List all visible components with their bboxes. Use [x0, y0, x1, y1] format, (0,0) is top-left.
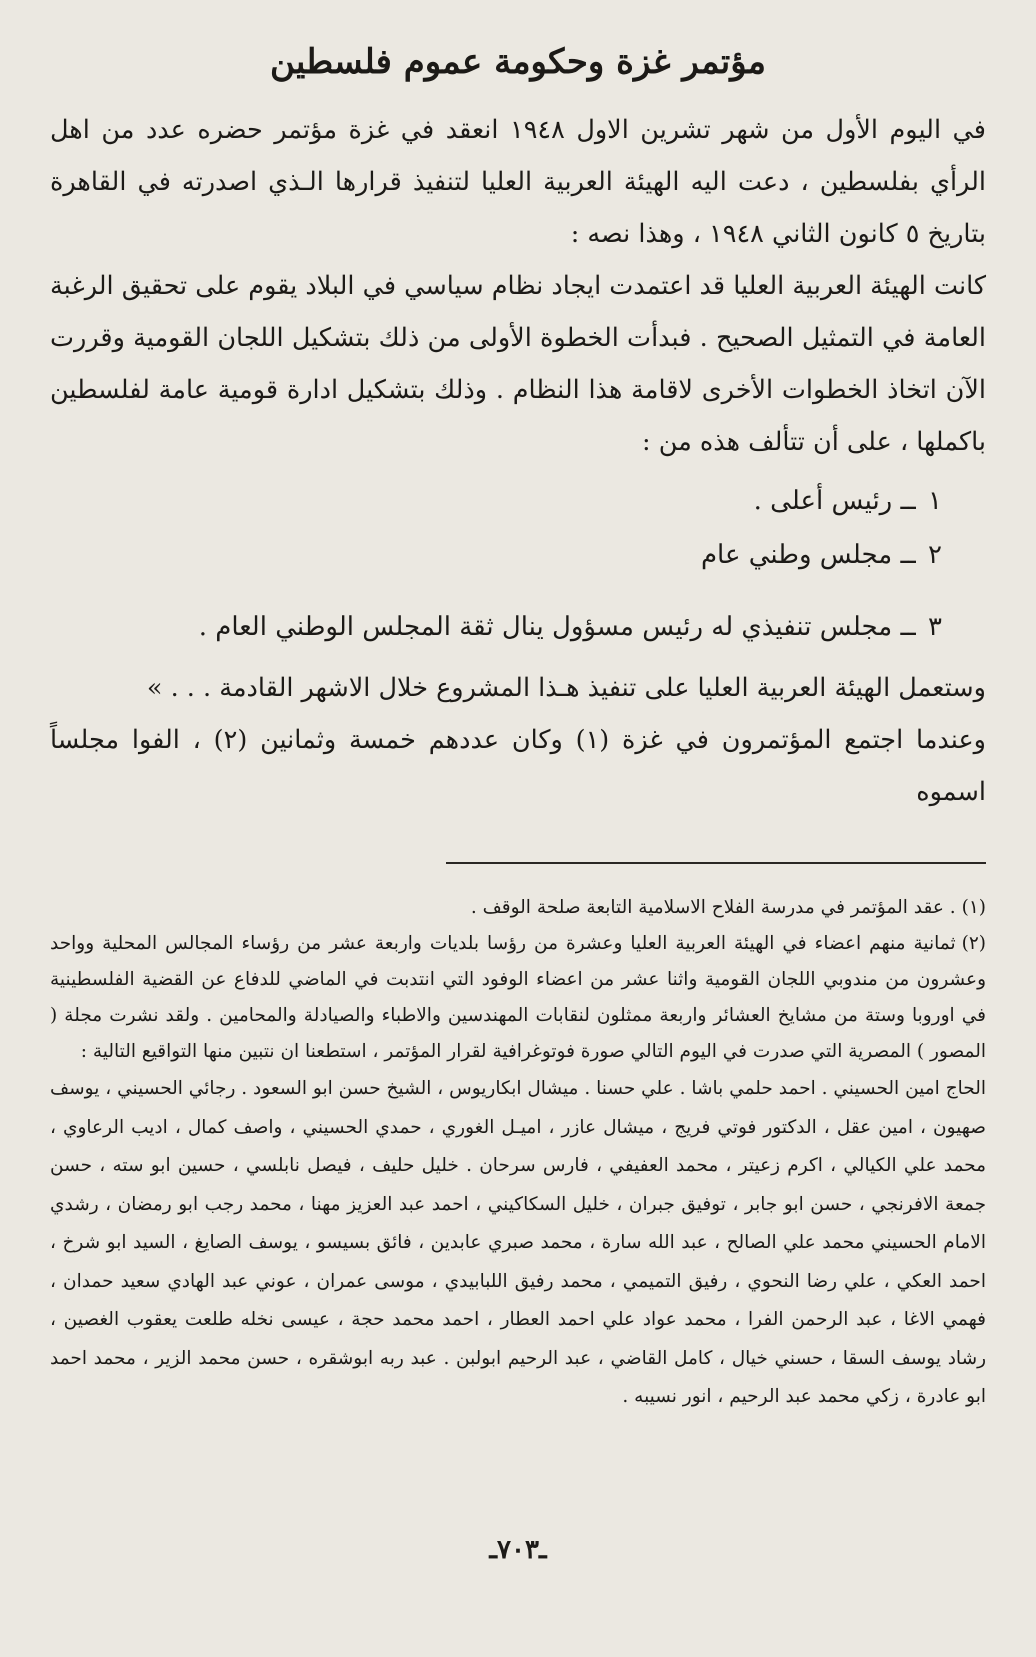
footnotes	[50, 890, 986, 1070]
list-item	[50, 600, 942, 654]
list-item-text: ــ رئيس أعلى .	[753, 486, 916, 516]
list-item	[50, 474, 942, 528]
footnote-1	[50, 890, 986, 926]
footnote-2-text: ثمانية منهم اعضاء في الهيئة العربية العليا وعشرة من رؤسا بلديات واربعة عشر من رؤساء المجالس المحلية وواحد وعشرون من مندوبي اللجان القومية واثنا عشر من اعضاء الوفود التي انتدبت في الماضي للدفاع عن القضية الفلسطينية في اوروبا وستة من مشايخ العشائر واربعة ممثلون لنقابات المهندسين والاطباء والصيادلة والمحامين . ولقد نشرت مجلة ( المصور ) المصرية التي صدرت في اليوم التالي صورة فوتوغرافية لقرار المؤتمر ، استطعنا ان نتبين منها التواقيع التالية :	[50, 933, 986, 1062]
signatories-text: الحاج امين الحسيني . احمد حلمي باشا . علي حسنا . ميشال ابكاريوس ، الشيخ حسن ابو السعود . رجائي الحسيني ، يوسف صهيون ، امين عقل ، الدكتور فوتي فريج ، ميشال عازر ، اميـل الغوري ، حمدي الحسيني ، واصف كمال ، اديب الرعاوي ، محمد علي الكيالي ، اكرم زعيتر ، محمد العفيفي ، فارس سرحان . خليل حليف ، فيصل نابلسي ، حسين ابو سته ، حسن جمعة الافرنجي ، حسن ابو جابر ، توفيق جبران ، خليل السكاكيني ، احمد عبد العزيز مهنا ، محمد رجب ابو رمضان ، رشدي الامام الحسيني محمد علي الصالح ، عبد الله سارة ، محمد صبري عابدين ، فائق بسيسو ، يوسف الصايغ ، السيد ابو شرخ ، احمد العكي ، علي رضا النحوي ، رفيق التميمي ، محمد رفيق اللبابيدي ، موسى عمران ، عوني عبد الهادي سعيد حمدان ، فهمي الاغا ، عبد الرحمن الفرا ، محمد عواد علي احمد العطار ، احمد محمد حجة ، عيسى نخله طلعت يعقوب الغصين ، رشاد يوسف السقا ، حسني خيال ، كامل القاضي ، عبد الرحيم ابولبن . عبد ربه ابوشقره ، حسن محمد الزير ، محمد احمد ابو عادرة ، زكي محمد عبد الرحيم ، انور نسيبه .	[50, 1078, 986, 1407]
list-item-number: ٣	[928, 612, 942, 642]
list-item	[50, 528, 942, 582]
footnote-1-text: . عقد المؤتمر في مدرسة الفلاح الاسلامية التابعة صلحة الوقف .	[470, 897, 956, 918]
main-text	[50, 104, 986, 468]
paragraph-intro: في اليوم الأول من شهر تشرين الاول ١٩٤٨ انعقد في غزة مؤتمر حضره عدد من اهل الرأي بفلسطين ، دعت اليه الهيئة العربية العليا لتنفيذ قرارها الـذي اصدرته في القاهرة بتاريخ ٥ كانون الثاني ١٩٤٨ ، وهذا نصه :	[50, 115, 986, 249]
page-number: ـ٧٠٣ـ	[489, 1535, 547, 1565]
footnote-divider	[446, 862, 986, 864]
list-item-number: ٢	[928, 540, 942, 570]
list-item-text: ــ مجلس وطني عام	[700, 540, 916, 570]
footnote-2-mark: (٢)	[961, 933, 986, 954]
government-structure-list	[50, 474, 986, 654]
list-item-text: ــ مجلس تنفيذي له رئيس مسؤول ينال ثقة المجلس الوطني العام .	[198, 612, 916, 642]
footnote-2	[50, 926, 986, 1070]
main-text-continued	[50, 662, 986, 818]
paragraph-conference: وعندما اجتمع المؤتمرون في غزة (١) وكان عددهم خمسة وثمانين (٢) ، الفوا مجلساً اسموه	[50, 725, 986, 807]
paragraph-closing: وستعمل الهيئة العربية العليا على تنفيذ هـذا المشروع خلال الاشهر القادمة . . . »	[146, 673, 986, 703]
list-item-number: ١	[928, 486, 942, 516]
footnote-1-mark: (١)	[961, 897, 986, 918]
signatories-list	[50, 1070, 986, 1417]
page-title: مؤتمر غزة وحكومة عموم فلسطين	[269, 42, 766, 82]
paragraph-resolution: كانت الهيئة العربية العليا قد اعتمدت ايجاد نظام سياسي في البلاد يقوم على تحقيق الرغبة العامة في التمثيل الصحيح . فبدأت الخطوة الأولى من ذلك بتشكيل اللجان القومية وقررت الآن اتخاذ الخطوات الأخرى لاقامة هذا النظام . وذلك بتشكيل ادارة قومية عامة لفلسطين باكملها ، على أن تتألف هذه من :	[50, 271, 986, 457]
